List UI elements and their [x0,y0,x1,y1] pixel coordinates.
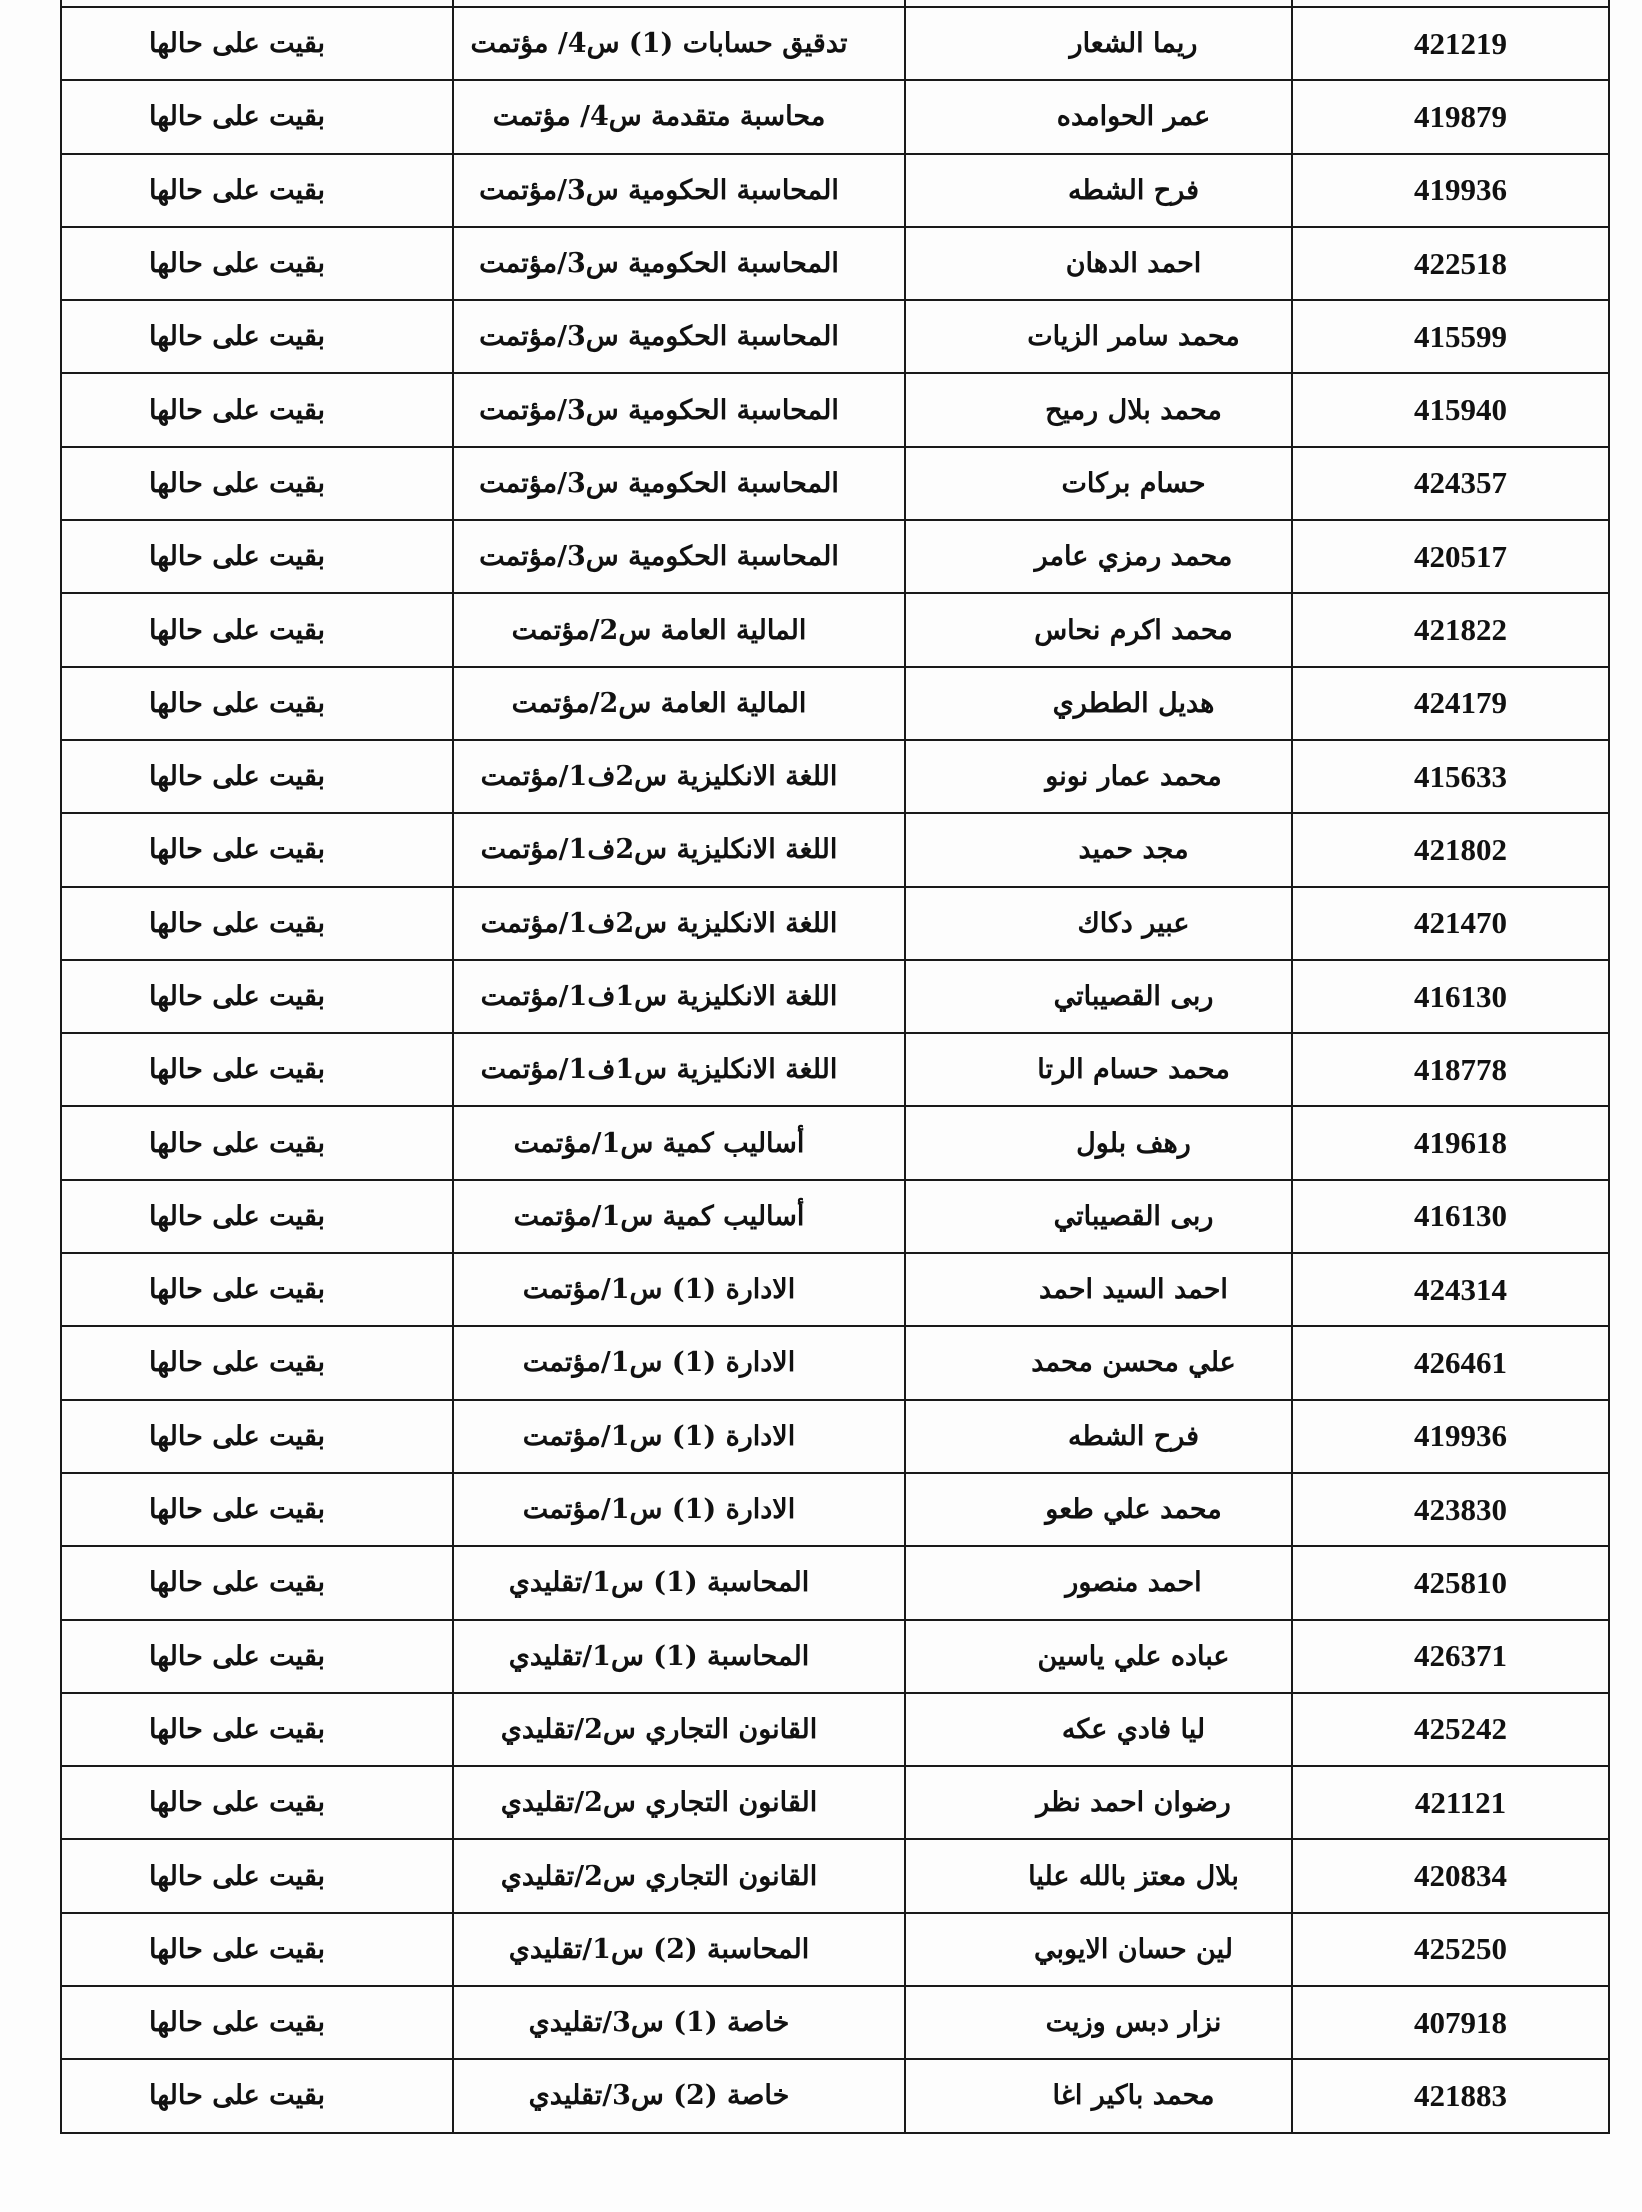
student-name-cell [905,1106,1292,1179]
student-name-cell [905,1473,1292,1546]
student-name-cell-text: محمد رمزي عامر [1034,541,1233,573]
student-name-cell-text: احمد السيد احمد [1039,1274,1228,1306]
course-cell [453,154,905,227]
status-cell [61,1766,453,1839]
course-cell-text: القانون التجاري س2/تقليدي [500,1713,818,1745]
student-name-cell [905,154,1292,227]
course-cell [453,1106,905,1179]
course-cell [453,813,905,886]
course-cell-text: الادارة (1) س1/مؤتمت [522,1420,796,1452]
table-row [61,7,1609,80]
course-cell [453,960,905,1033]
student-id-cell [1292,1253,1609,1326]
student-name-cell-text: رهف بلول [1076,1127,1191,1159]
student-id-cell-text: 421219 [1414,25,1507,61]
table-row [61,1400,1609,1473]
status-cell [61,447,453,520]
status-cell [61,7,453,80]
student-name-cell [905,1839,1292,1912]
student-id-cell-text: 421883 [1414,2077,1507,2113]
table-row [61,300,1609,373]
student-name-cell-text: عبير دكاك [1077,907,1190,939]
student-name-cell [905,740,1292,813]
course-cell-text: المحاسبة الحكومية س3/مؤتمت [479,541,839,573]
course-cell [453,1546,905,1619]
table-row [61,1986,1609,2059]
status-cell [61,1400,453,1473]
student-id-cell-text: 426461 [1414,1344,1507,1380]
status-cell [61,227,453,300]
student-id-cell [1292,1400,1609,1473]
course-cell-text: اللغة الانكليزية س2ف1/مؤتمت [480,761,838,793]
course-cell [453,740,905,813]
course-cell [453,1766,905,1839]
status-cell-text: بقيت على حالها [148,321,325,353]
student-id-cell [1292,80,1609,153]
status-cell-text: بقيت على حالها [148,1933,325,1965]
student-name-cell-text: عمر الحوامده [1056,101,1211,133]
student-name-cell-text: رضوان احمد نظر [1036,1787,1231,1819]
student-id-cell-text: 421802 [1414,831,1507,867]
course-cell-text: تدقيق حسابات (1) س4/ مؤتمت [470,28,848,60]
course-cell [453,593,905,666]
status-cell [61,960,453,1033]
status-cell [61,1253,453,1326]
table-row [61,1033,1609,1106]
student-name-cell-text: محمد عمار نونو [1045,761,1222,793]
status-cell-text: بقيت على حالها [148,1200,325,1232]
table-row [61,520,1609,593]
table-row [61,1253,1609,1326]
student-id-cell [1292,1693,1609,1766]
student-name-cell [905,2059,1292,2132]
status-cell [61,1986,453,2059]
student-id-cell [1292,1326,1609,1399]
student-name-cell-text: علي محسن محمد [1031,1347,1236,1379]
student-name-cell [905,1400,1292,1473]
student-name-cell [905,667,1292,740]
student-name-cell [905,1253,1292,1326]
results-table-body [61,0,1609,2133]
student-id-cell-text: 419879 [1414,98,1507,134]
student-id-cell [1292,1986,1609,2059]
student-id-cell-text: 420834 [1414,1858,1507,1894]
student-name-cell [905,1986,1292,2059]
student-id-cell-text: 424179 [1414,685,1507,721]
student-name-cell-text: ريما الشعار [1069,28,1198,60]
table-row [61,227,1609,300]
student-id-cell-text: 415599 [1414,318,1507,354]
student-id-cell [1292,1033,1609,1106]
table-row [61,1546,1609,1619]
student-id-cell-text: 423830 [1414,1491,1507,1527]
status-cell-text: بقيت على حالها [148,834,325,866]
student-id-cell-text: 421822 [1414,612,1507,648]
status-cell [61,2059,453,2132]
student-name-cell-text: محمد باكير اغا [1052,2080,1215,2112]
student-id-cell-text: 424314 [1414,1271,1507,1307]
status-cell [61,1473,453,1546]
course-cell-text: اللغة الانكليزية س1ف1/مؤتمت [480,981,838,1012]
table-row [61,813,1609,886]
student-name-cell-text: بلال معتز بالله عليا [1028,1860,1239,1892]
status-cell [61,593,453,666]
course-cell [453,373,905,446]
course-cell-text: الادارة (1) س1/مؤتمت [522,1494,796,1526]
course-cell [453,7,905,80]
status-cell-text: بقيت على حالها [148,1274,325,1306]
student-name-cell [905,7,1292,80]
status-cell-text: بقيت على حالها [148,981,325,1012]
student-name-cell-text: فرح الشطه [1067,1420,1200,1452]
status-cell-text: بقيت على حالها [148,248,325,280]
table-row [61,1839,1609,1912]
status-cell [61,154,453,227]
course-cell [453,1913,905,1986]
status-cell-text: بقيت على حالها [148,1860,325,1892]
table-row [61,593,1609,666]
student-id-cell [1292,1620,1609,1693]
status-cell [61,1693,453,1766]
student-id-cell-text: 419936 [1414,1418,1507,1454]
course-cell [453,1473,905,1546]
student-id-cell [1292,1546,1609,1619]
course-cell [453,520,905,593]
table-row [61,1180,1609,1253]
student-id-cell-text: 415633 [1414,758,1507,794]
student-name-cell-text: ليا فادي عكه [1061,1713,1206,1745]
student-name-cell-text: هديل الططري [1052,687,1215,719]
student-name-cell [905,813,1292,886]
student-id-cell-text: 416130 [1414,1198,1507,1234]
student-name-cell-text: ربى القصيباتي [1053,981,1214,1012]
student-name-cell-text: احمد منصور [1065,1567,1202,1599]
student-id-cell-text: 425250 [1414,1931,1507,1967]
student-id-cell [1292,1180,1609,1253]
student-id-cell [1292,1839,1609,1912]
status-cell-text: بقيت على حالها [148,1347,325,1379]
student-id-cell [1292,7,1609,80]
student-name-cell-text: محمد حسام الرتا [1037,1054,1230,1086]
course-cell [453,1400,905,1473]
status-cell-text: بقيت على حالها [148,394,325,426]
student-id-cell [1292,300,1609,373]
status-cell-text: بقيت على حالها [148,761,325,793]
status-cell-text: بقيت على حالها [148,1787,325,1819]
student-name-cell [905,960,1292,1033]
student-name-cell [905,1913,1292,1986]
status-cell-text: بقيت على حالها [148,467,325,499]
student-id-cell [1292,740,1609,813]
status-cell [61,1106,453,1179]
student-id-cell [1292,227,1609,300]
table-row [61,960,1609,1033]
table-row [61,1106,1609,1179]
course-cell-text: المحاسبة الحكومية س3/مؤتمت [479,467,839,499]
status-cell [61,373,453,446]
student-id-cell [1292,593,1609,666]
student-id-cell-text: 426371 [1414,1638,1507,1674]
student-name-cell-text: لين حسان الايوبي [1034,1933,1233,1965]
table-row [61,1326,1609,1399]
status-cell [61,740,453,813]
status-cell-text: بقيت على حالها [148,1054,325,1086]
course-cell [453,1326,905,1399]
course-cell-text: المحاسبة الحكومية س3/مؤتمت [479,394,839,426]
status-cell [61,300,453,373]
student-name-cell [905,520,1292,593]
student-id-cell [1292,2059,1609,2132]
status-cell-text: بقيت على حالها [148,1640,325,1672]
student-name-cell [905,80,1292,153]
status-cell [61,1620,453,1693]
course-cell [453,667,905,740]
status-cell [61,1326,453,1399]
status-cell-text: بقيت على حالها [148,541,325,573]
course-cell-text: محاسبة متقدمة س4/ مؤتمت [492,101,826,133]
course-cell [453,1033,905,1106]
student-name-cell-text: محمد بلال رميح [1045,394,1222,426]
table-row [61,667,1609,740]
status-cell [61,1913,453,1986]
course-cell-text: المحاسبة الحكومية س3/مؤتمت [479,174,839,206]
header-cell-id [1292,0,1609,7]
course-cell-text: المحاسبة (1) س1/تقليدي [508,1567,810,1599]
status-cell-text: بقيت على حالها [148,1567,325,1599]
course-cell-text: اللغة الانكليزية س2ف1/مؤتمت [480,907,838,939]
course-cell [453,80,905,153]
student-name-cell-text: نزار دبس وزيت [1045,2007,1222,2039]
student-name-cell-text: ربى القصيباتي [1053,1200,1214,1232]
student-id-cell-text: 421121 [1414,1784,1507,1820]
student-id-cell-text: 415940 [1414,392,1507,428]
header-cell-course [453,0,905,7]
course-cell-text: المحاسبة الحكومية س3/مؤتمت [479,248,839,280]
course-cell [453,227,905,300]
student-id-cell-text: 422518 [1414,245,1507,281]
course-cell-text: اللغة الانكليزية س1ف1/مؤتمت [480,1054,838,1086]
course-cell [453,1839,905,1912]
student-id-cell [1292,520,1609,593]
status-cell-text: بقيت على حالها [148,174,325,206]
student-id-cell-text: 425242 [1414,1711,1507,1747]
table-row [61,1620,1609,1693]
status-cell-text: بقيت على حالها [148,1494,325,1526]
student-name-cell-text: حسام بركات [1061,467,1206,499]
student-name-cell [905,300,1292,373]
course-cell-text: خاصة (2) س3/تقليدي [528,2080,790,2112]
student-id-cell [1292,960,1609,1033]
course-cell [453,447,905,520]
course-cell-text: الادارة (1) س1/مؤتمت [522,1274,796,1306]
status-cell-text: بقيت على حالها [148,1713,325,1745]
course-cell-text: القانون التجاري س2/تقليدي [500,1787,818,1819]
table-row [61,373,1609,446]
student-id-cell-text: 419936 [1414,172,1507,208]
student-id-cell-text: 420517 [1414,538,1507,574]
course-cell-text: المحاسبة الحكومية س3/مؤتمت [479,321,839,353]
course-cell-text: خاصة (1) س3/تقليدي [528,2007,790,2039]
student-id-cell [1292,813,1609,886]
header-row-stub [61,0,1609,7]
student-name-cell-text: محمد اكرم نحاس [1034,614,1233,646]
student-name-cell [905,1766,1292,1839]
student-name-cell [905,1033,1292,1106]
course-cell-text: المحاسبة (1) س1/تقليدي [508,1640,810,1672]
status-cell [61,813,453,886]
student-id-cell-text: 425810 [1414,1564,1507,1600]
status-cell-text: بقيت على حالها [148,907,325,939]
student-id-cell [1292,1106,1609,1179]
course-cell-text: أساليب كمية س1/مؤتمت [513,1127,805,1159]
student-id-cell [1292,667,1609,740]
table-row [61,447,1609,520]
status-cell [61,1546,453,1619]
student-name-cell-text: محمد سامر الزيات [1027,321,1240,353]
student-name-cell [905,1180,1292,1253]
student-id-cell [1292,447,1609,520]
course-cell [453,1180,905,1253]
status-cell-text: بقيت على حالها [148,28,325,60]
course-cell [453,1253,905,1326]
course-cell [453,1693,905,1766]
header-cell-status [61,0,453,7]
student-id-cell [1292,887,1609,960]
student-id-cell [1292,1473,1609,1546]
student-name-cell [905,447,1292,520]
student-id-cell-text: 416130 [1414,978,1507,1014]
student-name-cell [905,1326,1292,1399]
student-id-cell [1292,1913,1609,1986]
table-row [61,80,1609,153]
status-cell [61,1839,453,1912]
table-row [61,1473,1609,1546]
student-id-cell [1292,373,1609,446]
course-cell-text: المالية العامة س2/مؤتمت [511,687,807,719]
status-cell-text: بقيت على حالها [148,1420,325,1452]
student-id-cell-text: 407918 [1414,2004,1507,2040]
results-table [60,0,1610,2134]
student-name-cell-text: احمد الدهان [1065,248,1202,280]
student-name-cell-text: فرح الشطه [1067,174,1200,206]
student-name-cell [905,373,1292,446]
table-row [61,1913,1609,1986]
student-name-cell [905,1546,1292,1619]
student-name-cell-text: محمد علي طعو [1045,1494,1222,1526]
student-id-cell [1292,154,1609,227]
table-row [61,154,1609,227]
student-name-cell [905,887,1292,960]
status-cell-text: بقيت على حالها [148,2080,325,2112]
course-cell [453,1986,905,2059]
student-name-cell [905,593,1292,666]
student-name-cell [905,1693,1292,1766]
student-id-cell-text: 418778 [1414,1051,1507,1087]
status-cell-text: بقيت على حالها [148,614,325,646]
course-cell-text: القانون التجاري س2/تقليدي [500,1860,818,1892]
table-row [61,740,1609,813]
student-id-cell-text: 419618 [1414,1125,1507,1161]
course-cell-text: الادارة (1) س1/مؤتمت [522,1347,796,1379]
course-cell [453,1620,905,1693]
student-name-cell [905,1620,1292,1693]
student-name-cell [905,227,1292,300]
status-cell [61,667,453,740]
status-cell [61,887,453,960]
course-cell-text: المالية العامة س2/مؤتمت [511,614,807,646]
status-cell [61,1180,453,1253]
course-cell [453,887,905,960]
table-row [61,1766,1609,1839]
status-cell-text: بقيت على حالها [148,101,325,133]
student-name-cell-text: مجد حميد [1078,834,1189,866]
status-cell-text: بقيت على حالها [148,1127,325,1159]
course-cell-text: أساليب كمية س1/مؤتمت [513,1200,805,1232]
status-cell-text: بقيت على حالها [148,687,325,719]
course-cell [453,2059,905,2132]
student-id-cell [1292,1766,1609,1839]
status-cell [61,1033,453,1106]
table-row [61,887,1609,960]
table-row [61,1693,1609,1766]
student-id-cell-text: 421470 [1414,905,1507,941]
header-cell-name [905,0,1292,7]
status-cell-text: بقيت على حالها [148,2007,325,2039]
course-cell [453,300,905,373]
status-cell [61,80,453,153]
course-cell-text: اللغة الانكليزية س2ف1/مؤتمت [480,834,838,866]
student-id-cell-text: 424357 [1414,465,1507,501]
course-cell-text: المحاسبة (2) س1/تقليدي [508,1933,810,1965]
student-name-cell-text: عباده علي ياسين [1037,1640,1230,1672]
status-cell [61,520,453,593]
table-row [61,2059,1609,2132]
